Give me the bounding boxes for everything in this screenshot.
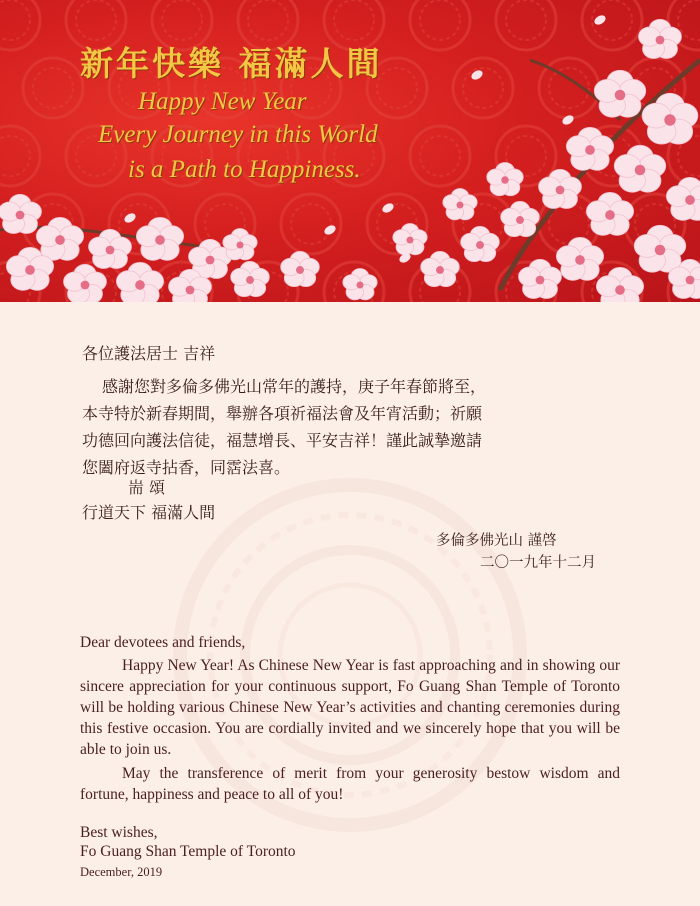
header-banner — [0, 0, 700, 302]
blossom-flower — [421, 251, 460, 286]
blossom-flower — [556, 237, 603, 280]
falling-petal — [123, 212, 137, 225]
blossom-flower — [136, 217, 183, 260]
falling-petal — [561, 114, 575, 127]
english-paragraph-1: Happy New Year! As Chinese New Year is fast approaching and in showing our sincere appreciation for your continuous support, Fo Guang Shan Temple of Toronto will be holding various Chinese New Year’s activities and chanting ceremonies during this festive occasion. You are cordially invited and we sincerely hope that you will be able to join us. — [80, 657, 620, 758]
chinese-signature: 多倫多佛光山 謹啓 — [436, 533, 557, 549]
blossom-flower — [223, 229, 257, 260]
blossom-flower — [666, 177, 700, 220]
chinese-body-line-3: 功德回向護法信徒，福慧增長、平安吉祥！謹此誠摯邀請 — [82, 431, 483, 450]
blossom-flower — [639, 19, 682, 58]
chinese-blessing: 行道天下 福滿人間 — [82, 503, 216, 522]
blossom-flower — [519, 259, 562, 298]
title-happy-new-year: Happy New Year — [138, 88, 307, 115]
blossom-flower — [443, 189, 477, 220]
falling-petal — [323, 224, 337, 237]
blossom-flower — [116, 262, 163, 302]
falling-petal — [593, 14, 607, 27]
blossom-flower — [586, 192, 633, 235]
english-date: December, 2019 — [80, 865, 163, 879]
english-greeting: Dear devotees and friends, — [80, 634, 246, 651]
chinese-salute: 耑 頌 — [128, 478, 166, 497]
chinese-body-line-2: 本寺特於新春期間，舉辦各項祈福法會及年宵活動；祈願 — [82, 404, 483, 423]
blossom-flower — [539, 169, 582, 208]
blossom-flower — [36, 217, 83, 260]
english-paragraph-2: May the transference of merit from your generosity bestow wisdom and fortune, happiness and peace to all of you! — [80, 765, 620, 803]
blossom-flower — [393, 224, 427, 255]
blossom-flower — [231, 261, 270, 296]
chinese-title: 新年快樂 福滿人間 — [80, 44, 383, 83]
falling-petal — [470, 69, 484, 82]
english-closing: Best wishes, — [80, 824, 158, 841]
blossom-flower — [64, 264, 107, 302]
blossom-flower — [487, 162, 523, 195]
blossom-flower — [566, 127, 613, 170]
blossom-flower — [0, 194, 41, 233]
blossom-flower — [596, 267, 643, 302]
blossom-flower — [501, 201, 540, 236]
chinese-date: 二〇一九年十二月 — [480, 555, 596, 571]
english-signature: Fo Guang Shan Temple of Toronto — [80, 843, 296, 860]
chinese-body-line-4: 您闔府返寺拈香，同霑法喜。 — [82, 458, 291, 477]
title-journey-line: Every Journey in this World — [98, 121, 378, 148]
title-happiness-line: is a Path to Happiness. — [128, 156, 361, 183]
falling-petal — [381, 202, 395, 215]
chinese-greeting: 各位護法居士 吉祥 — [82, 344, 216, 363]
blossom-flower — [594, 70, 646, 117]
blossom-flower — [281, 251, 320, 286]
chinese-body-line-1: 感謝您對多倫多佛光山常年的護持，庚子年春節將至， — [102, 377, 487, 396]
blossom-flower — [634, 225, 686, 272]
blossom-flower — [614, 145, 666, 192]
blossom-flower — [343, 269, 377, 300]
blossom-flower — [461, 226, 500, 261]
